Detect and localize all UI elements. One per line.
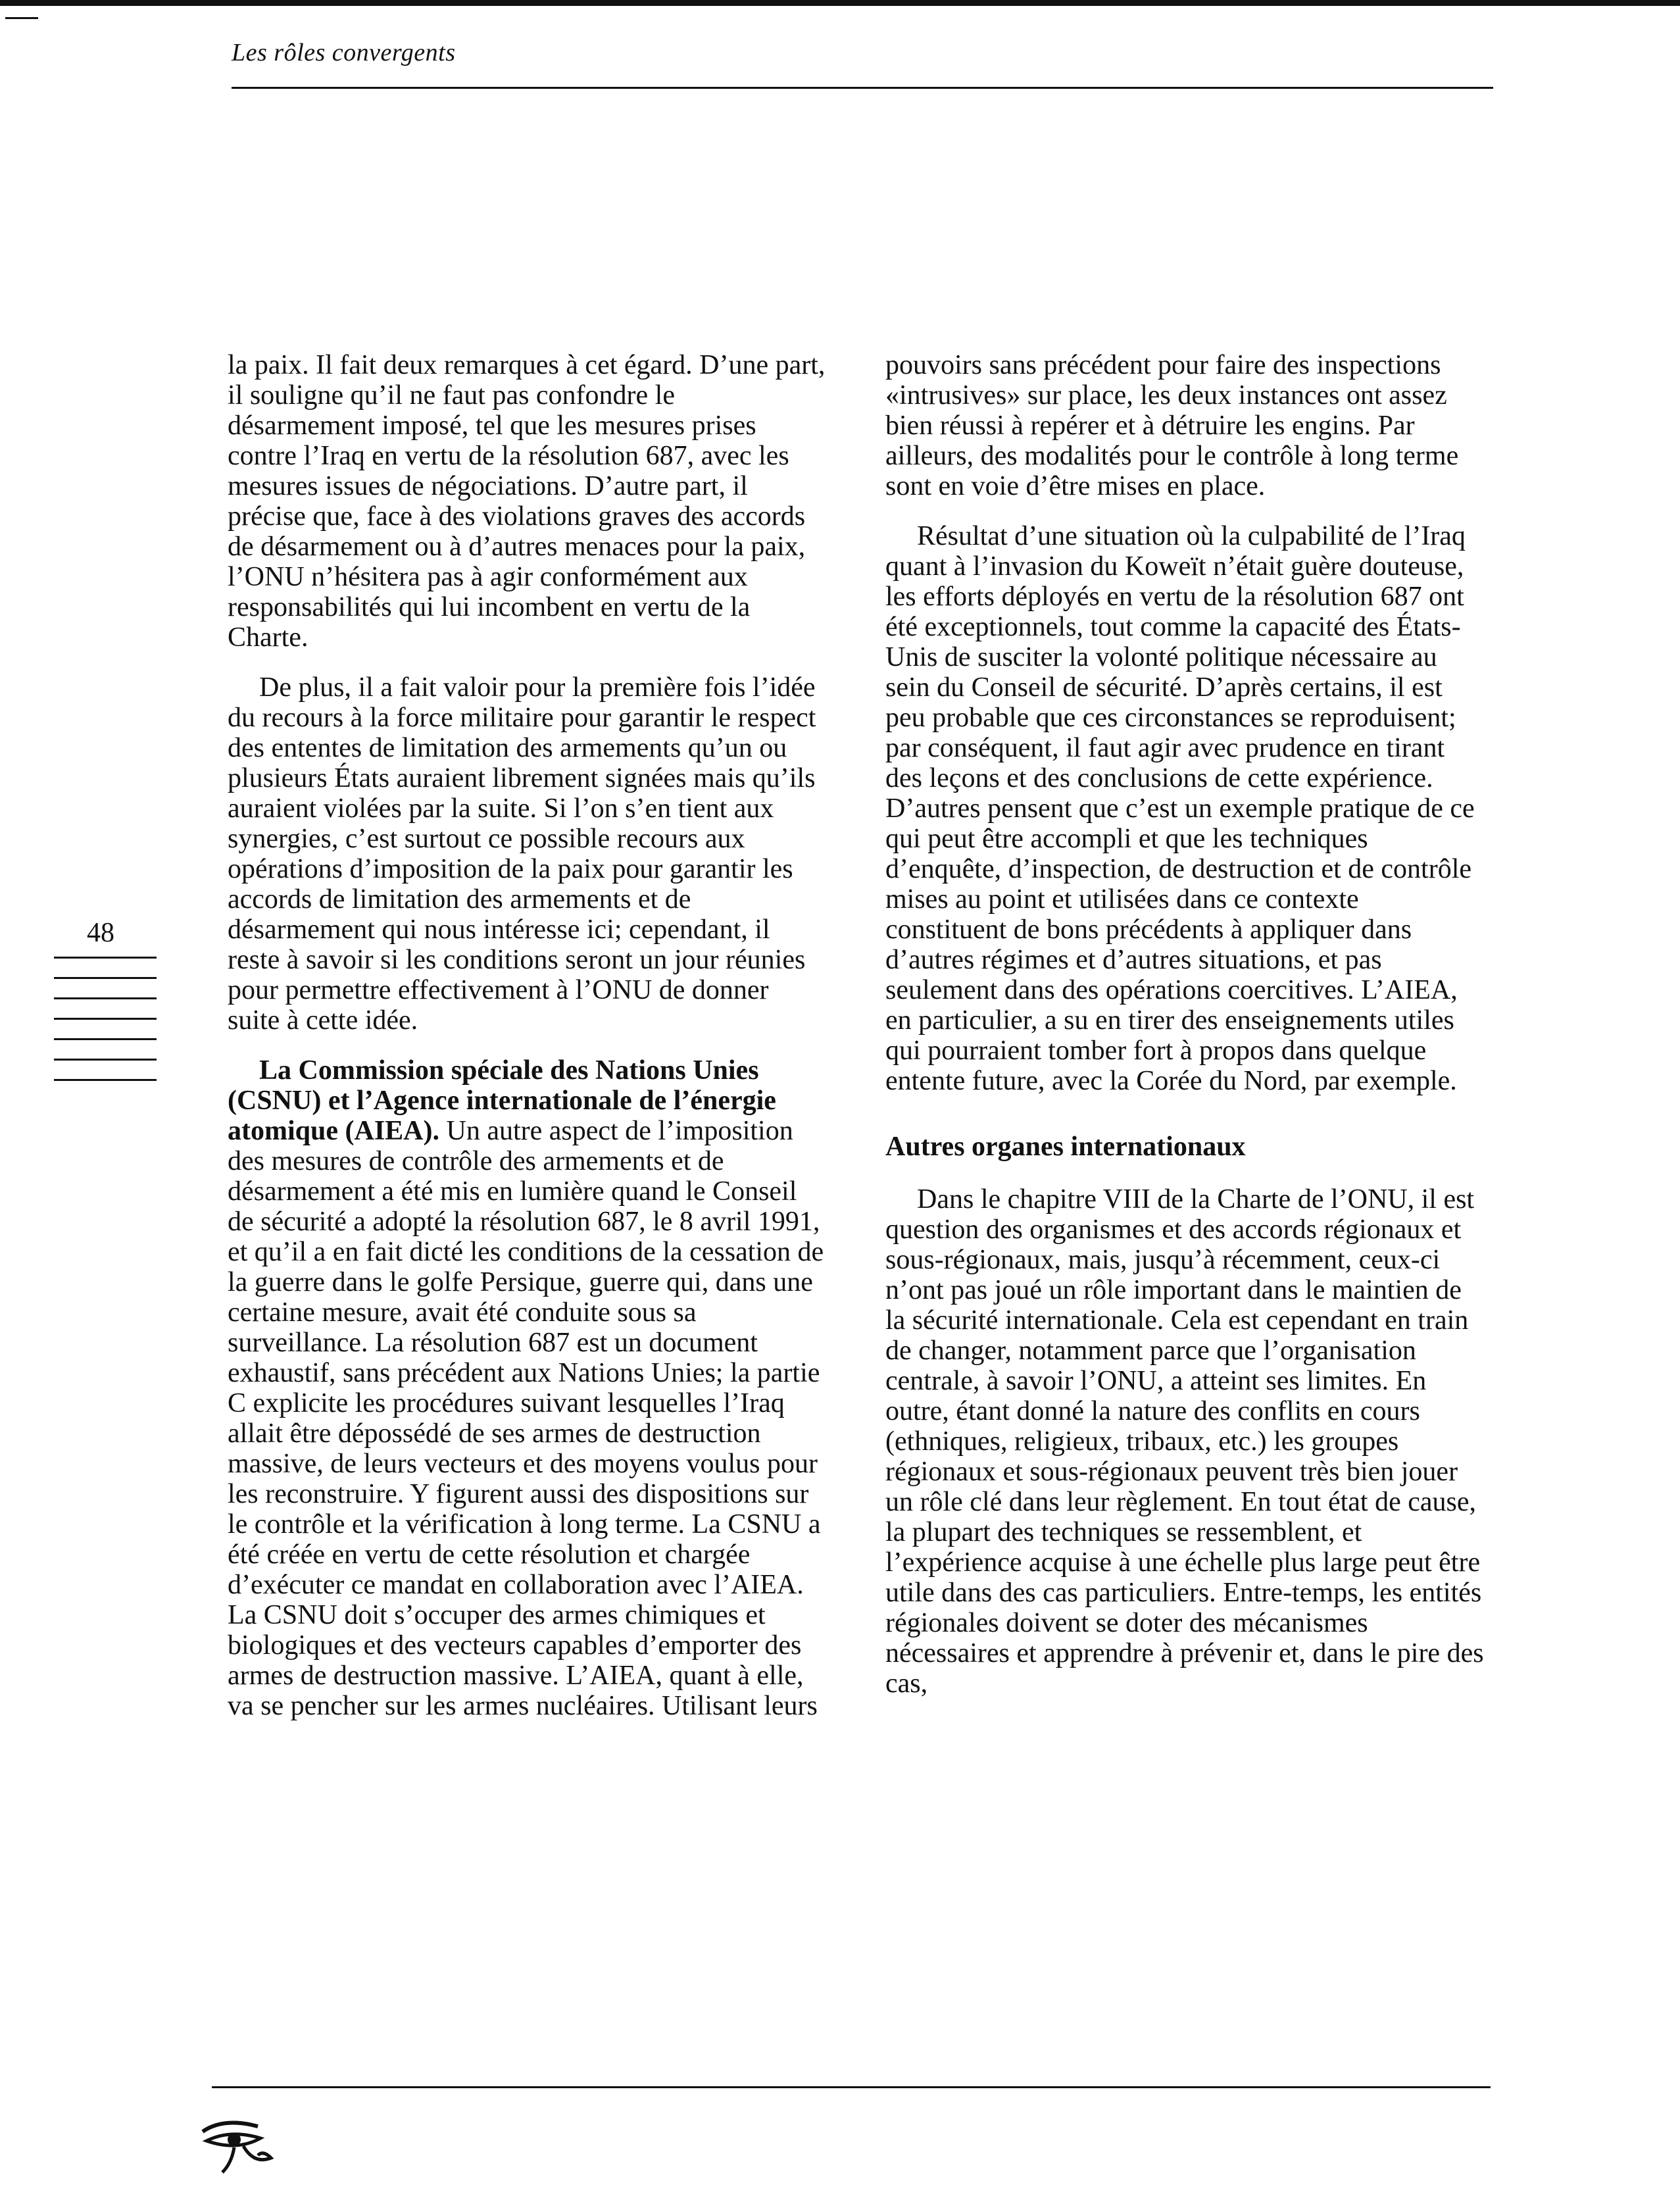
section-heading: Autres organes internationaux — [885, 1132, 1246, 1162]
margin-rule — [54, 1059, 157, 1061]
margin-rule — [54, 1018, 157, 1020]
header-rule — [232, 87, 1493, 89]
paragraph: De plus, il a fait valoir pour la première fois l’idée du recours à la force militaire pour garantir le respect des ententes de limitation des armements qu’un ou plusieurs États auraient librement signées mais qu’ils auraient violées par la suite. Si l’on s’en tient aux synergies, c’est surtout ce possible recours aux opérations d’imposition de la paix pour garantir les accords de limitation des armements et de désarmement qui nous intéresse ici; cependant, il reste à savoir si les conditions seront un jour réunies pour permettre effectivement à l’ONU de donner suite à cette idée. — [228, 672, 816, 1036]
running-head: Les rôles convergents — [232, 39, 456, 66]
eye-of-horus-icon — [197, 2112, 276, 2181]
paragraph — [228, 1055, 826, 1721]
paragraph: Dans le chapitre VIII de la Charte de l’ONU, il est question des organismes et des accords régionaux et sous-régionaux, mais, jusqu’à récemment, ceux-ci n’ont pas joué un rôle important dans le maintien de la sécurité internationale. Cela est cependant en train de changer, notamment parce que l’organisation centrale, à savoir l’ONU, a atteint ses limites. En outre, étant donné la nature des conflits en cours (ethniques, religieux, tribaux, etc.) les groupes régionaux et sous-régionaux peuvent très bien jouer un rôle clé dans leur règlement. En tout état de cause, la plupart des techniques se ressemblent, et l’expérience acquise à une échelle plus large peut être utile dans des cas particuliers. Entre-temps, les entités régionales doivent se doter des mécanismes nécessaires et apprendre à prévenir et, dans le pire des cas, — [885, 1184, 1484, 1699]
top-border-rule — [0, 0, 1680, 6]
margin-rule — [54, 1079, 157, 1081]
right-column — [885, 350, 1484, 1718]
margin-rule — [54, 957, 157, 959]
paragraph: la paix. Il fait deux remarques à cet égard. D’une part, il souligne qu’il ne faut pas confondre le désarmement imposé, tel que les mesures prises contre l’Iraq en vertu de la résolution 687, avec les mesures issues de négociations. D’autre part, il précise que, face à des violations graves des accords de désarmement ou à d’autres menaces pour la paix, l’ONU n’hésitera pas à agir conformément aux responsabilités qui lui incombent en vertu de la Charte. — [228, 350, 826, 653]
paragraph-body: Un autre aspect de l’imposition des mesures de contrôle des armements et de désarmement a été mis en lumière quand le Conseil de sécurité a adopté la résolution 687, le 8 avril 1991, et qu’il a en fait dicté les conditions de la cessation de la guerre dans le golfe Persique, guerre qui, dans une certaine mesure, avait été conduite sous sa surveillance. La résolution 687 est un document exhaustif, sans précédent aux Nations Unies; la partie C explicite les procédures suivant lesquelles l’Iraq allait être dépossédé de ses armes de destruction massive, de leurs vecteurs et des moyens voulus pour les reconstruire. Y figurent aussi des dispositions sur le contrôle et la vérification à long terme. La CSNU a été créée en vertu de cette résolution et chargée d’exécuter ce mandat en collaboration avec l’AIEA. La CSNU doit s’occuper des armes chimiques et biologiques et des vecteurs capables d’emporter des armes de destruction massive. L’AIEA, quant à elle, va se pencher sur les armes nucléaires. Utilisant leurs — [228, 1116, 824, 1721]
margin-rule — [54, 977, 157, 979]
margin-rules — [54, 957, 157, 1099]
paragraph-lead-heading: La Commission spéciale des Nations Unies (CSNU) et l’Agence internationale de l’énergie atomique (AIEA). — [228, 1055, 776, 1146]
margin-rule — [54, 1038, 157, 1040]
footer-rule — [212, 2086, 1491, 2088]
paragraph: pouvoirs sans précédent pour faire des inspections «intrusives» sur place, les deux instances ont assez bien réussi à repérer et à détruire les engins. Par ailleurs, des modalités pour le contrôle à long terme sont en voie d’être mises en place. — [885, 350, 1459, 501]
page-number: 48 — [87, 918, 114, 948]
corner-mark — [5, 17, 38, 19]
eye-of-horus-icon-graphic — [197, 2112, 276, 2178]
left-column — [228, 350, 826, 1741]
paragraph: Résultat d’une situation où la culpabilité de l’Iraq quant à l’invasion du Koweït n’était guère douteuse, les efforts déployés en vertu de la résolution 687 ont été exceptionnels, tout comme la capacité des États-Unis de susciter la volonté politique nécessaire au sein du Conseil de sécurité. D’après certains, il est peu probable que ces circonstances se reproduisent; par conséquent, il faut agir avec prudence en tirant des leçons et des conclusions de cette expérience. D’autres pensent que c’est un exemple pratique de ce qui peut être accompli et que les techniques d’enquête, d’inspection, de destruction et de contrôle mises au point et utilisées dans ce contexte constituent de bons précédents à appliquer dans d’autres régimes et d’autres situations, et pas seulement dans des opérations coercitives. L’AIEA, en particulier, a su en tirer des enseignements utiles qui pourraient tomber fort à propos dans quelque entente future, avec la Corée du Nord, par exemple. — [885, 521, 1475, 1096]
margin-rule — [54, 997, 157, 999]
